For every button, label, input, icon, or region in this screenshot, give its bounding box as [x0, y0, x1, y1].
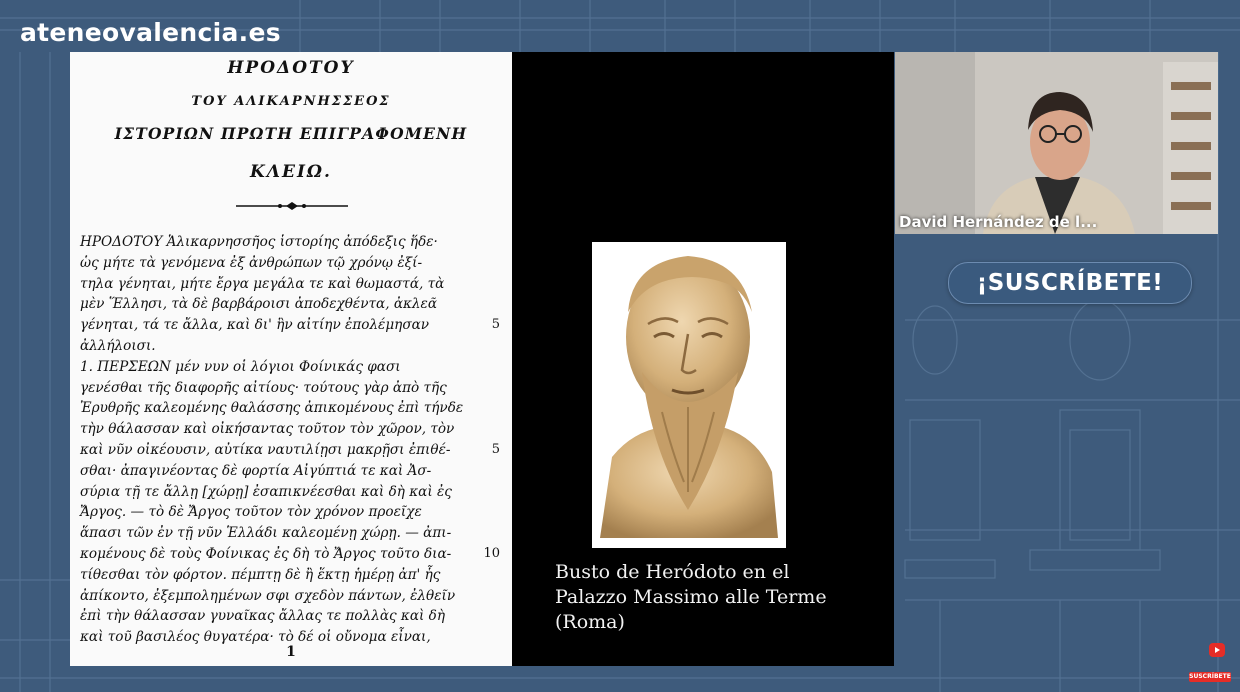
- book-heading-muse: ΚΛΕΙΩ.: [250, 162, 332, 182]
- text-line: ἅπασι τῶν ἐν τῇ νῦν Ἑλλάδι καλεομένῃ χώρῃ. — ἀπι-: [80, 525, 452, 542]
- book-heading-author: ΗΡΟΔΟΤΟΥ: [227, 58, 355, 78]
- caption-line-1: Busto de Heródoto en el: [555, 561, 790, 583]
- herodotus-bust-image: [592, 242, 786, 548]
- caption-line-2: Palazzo Massimo alle Terme: [555, 586, 827, 608]
- text-line: καὶ νῦν οἰκέουσιν, αὐτίκα ναυτιλίῃσι μακρῇσι ἐπιθέ-: [80, 441, 451, 458]
- presentation-slide: [70, 52, 894, 666]
- text-line: τηλα γένηται, μήτε ἔργα μεγάλα τε καὶ θωμαστά, τὰ: [80, 275, 445, 292]
- book-heading-origin: ΤΟΥ ΑΛΙΚΑΡΝΗΣΣΕΟΣ: [191, 94, 391, 109]
- text-line: κομένους δὲ τοὺς Φοίνικας ἐς δὴ τὸ Ἄργος τοῦτο δια-: [80, 545, 452, 562]
- ornament-divider-icon: [236, 200, 348, 212]
- youtube-subscribe-badge[interactable]: SUSCRÍBETE: [1189, 673, 1231, 680]
- text-line: σύρια τῇ τε ἄλλῃ [χώρῃ] ἐσαπικνέεσθαι καὶ δὴ καὶ ἐς: [80, 483, 452, 500]
- text-line: γένηται, τά τε ἄλλα, καὶ δι' ἣν αἰτίην ἐπολέμησαν: [80, 317, 430, 334]
- text-line: γενέσθαι τῆς διαφορῆς αἰτίους· τούτους γὰρ ἀπὸ τῆς: [80, 379, 447, 396]
- text-line: ἐπὶ τὴν θάλασσαν γυναῖκας ἄλλας τε πολλὰς καὶ δὴ: [80, 608, 446, 625]
- subscribe-button[interactable]: ¡SUSCRÍBETE!: [948, 262, 1192, 304]
- text-line: Ἐρυθρῆς καλεομένης θαλάσσης ἀπικομένους ἐπὶ τήνδε: [80, 400, 464, 417]
- text-line: ὡς μήτε τὰ γενόμενα ἐξ ἀνθρώπων τῷ χρόνῳ ἐξί-: [80, 254, 423, 271]
- text-line-numbered: [80, 440, 500, 461]
- text-line: ἀλλήλοισι.: [80, 337, 156, 354]
- line-number: 5: [491, 317, 500, 333]
- text-line: μὲν Ἕλλησι, τὰ δὲ βαρβάροισι ἀποδεχθέντα, ἀκλεᾶ: [80, 296, 438, 313]
- line-number: 10: [483, 545, 500, 561]
- text-line-numbered: [80, 315, 500, 336]
- text-line: ΗΡΟΔΟΤΟΥ Ἁλικαρνησσῆος ἱστορίης ἀπόδεξις ἥδε·: [80, 234, 438, 250]
- text-line: 1. ΠΕΡΣΕΩΝ μέν νυν οἱ λόγιοι Φοίνικάς φασι: [80, 358, 401, 375]
- page-number: 1: [286, 644, 296, 660]
- speaker-name-label: David Hernández de l...: [899, 213, 1098, 231]
- text-line: τίθεσθαι τὸν φόρτον. πέμπτῃ δὲ ἢ ἕκτῃ ἡμέρῃ ἀπ' ἧς: [80, 566, 441, 583]
- text-line: καὶ τοῦ βασιλέος θυγατέρα· τὸ δέ οἱ οὔνομα εἶναι,: [80, 629, 431, 646]
- book-page-scan: [70, 52, 512, 666]
- text-line: τὴν θάλασσαν καὶ οἰκήσαντας τοῦτον τὸν χῶρον, τὸν: [80, 421, 455, 438]
- line-number: 5: [491, 441, 500, 457]
- text-line: Ἄργος. — τὸ δὲ Ἄργος τοῦτον τὸν χρόνον προεῖχε: [80, 504, 422, 521]
- youtube-play-icon[interactable]: [1209, 643, 1225, 657]
- text-line: σθαι· ἀπαγινέοντας δὲ φορτία Αἰγύπτιά τε καὶ Ἀσ-: [80, 462, 432, 479]
- webcam-scene: [895, 52, 1218, 234]
- caption-line-3: (Roma): [555, 611, 625, 633]
- text-line-numbered: [80, 544, 500, 565]
- site-title: ateneovalencia.es: [20, 18, 281, 47]
- book-heading-title: ΙΣΤΟΡΙΩΝ ΠΡΩΤΗ ΕΠΙΓΡΑΦΟΜΕΝΗ: [114, 124, 468, 143]
- image-caption: [555, 560, 885, 635]
- speaker-webcam-video: [895, 52, 1218, 234]
- text-line: ἀπίκοντο, ἐξεμπολημένων σφι σχεδὸν πάντων, ἐλθεῖν: [80, 587, 456, 604]
- greek-text-block: [80, 232, 500, 648]
